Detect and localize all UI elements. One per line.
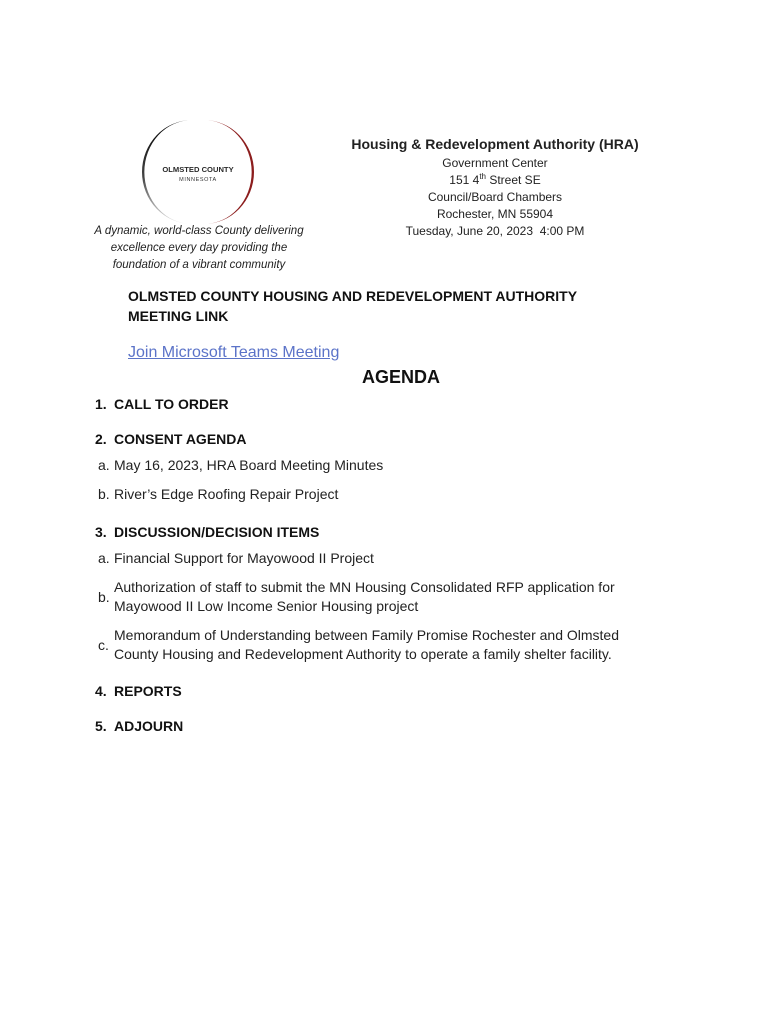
item-letter: b. (98, 486, 110, 502)
item-text: Financial Support for Mayowood II Project (114, 550, 374, 566)
tagline-line: A dynamic, world-class County delivering (94, 225, 304, 237)
item-letter: c. (98, 637, 109, 653)
street-ordinal: th (479, 172, 486, 181)
section-title: DISCUSSION/DECISION ITEMS (114, 524, 320, 540)
logo-name-line2: MINNESOTA (179, 177, 217, 183)
section-title: ADJOURN (114, 718, 184, 734)
section-number: 4. (95, 683, 107, 699)
olmsted-county-logo (140, 118, 256, 226)
meeting-link-notice (128, 286, 648, 326)
item-letter: a. (98, 457, 110, 473)
agenda-item (98, 578, 658, 616)
item-text: River’s Edge Roofing Repair Project (114, 486, 339, 502)
organization-name: Housing & Redevelopment Authority (HRA) (351, 136, 639, 152)
agenda-title: AGENDA (362, 367, 441, 387)
street-number: 151 4 (449, 173, 480, 187)
item-text-line: Memorandum of Understanding between Family Promise Rochester and Olmsted (114, 627, 620, 643)
city-state-zip: Rochester, MN 55904 (436, 207, 554, 221)
section-number: 5. (95, 718, 107, 734)
section-title: CALL TO ORDER (114, 396, 229, 412)
agenda-section-reports (95, 683, 182, 699)
street-name: Street SE (486, 173, 541, 187)
meeting-datetime: Tuesday, June 20, 2023 4:00 PM (405, 224, 585, 238)
item-text (114, 626, 654, 664)
item-letter: a. (98, 550, 110, 566)
tagline-line: foundation of a vibrant community (112, 259, 286, 271)
section-number: 2. (95, 431, 107, 447)
agenda-item (98, 626, 658, 664)
building-name: Government Center (442, 156, 548, 170)
notice-line: OLMSTED COUNTY HOUSING AND REDEVELOPMENT AUTHORITY (128, 288, 578, 304)
agenda-section-consent (95, 431, 247, 447)
item-text: May 16, 2023, HRA Board Meeting Minutes (114, 457, 384, 473)
street-address (330, 172, 660, 189)
item-text (114, 578, 654, 616)
section-number: 1. (95, 396, 107, 412)
meeting-header (330, 134, 660, 240)
section-number: 3. (95, 524, 107, 540)
agenda-section-discussion (95, 524, 319, 540)
logo-name-line1: OLMSTED COUNTY (162, 165, 234, 174)
section-title: CONSENT AGENDA (114, 431, 247, 447)
notice-line: MEETING LINK (128, 308, 229, 324)
item-letter: b. (98, 589, 110, 605)
agenda-item (98, 456, 658, 475)
item-text-line: Authorization of staff to submit the MN Housing Consolidated RFP application for (114, 579, 615, 595)
agenda-item (98, 549, 658, 568)
county-tagline (84, 223, 314, 274)
agenda-section-adjourn (95, 718, 183, 734)
item-text-line: County Housing and Redevelopment Authority to operate a family shelter facility. (114, 646, 612, 662)
teams-meeting-link[interactable]: Join Microsoft Teams Meeting (128, 344, 340, 361)
agenda-item (98, 485, 658, 504)
agenda-section-call-to-order (95, 396, 229, 412)
section-title: REPORTS (114, 683, 182, 699)
item-text-line: Mayowood II Low Income Senior Housing project (114, 598, 419, 614)
meeting-room: Council/Board Chambers (427, 190, 563, 204)
tagline-line: excellence every day providing the (110, 242, 288, 254)
